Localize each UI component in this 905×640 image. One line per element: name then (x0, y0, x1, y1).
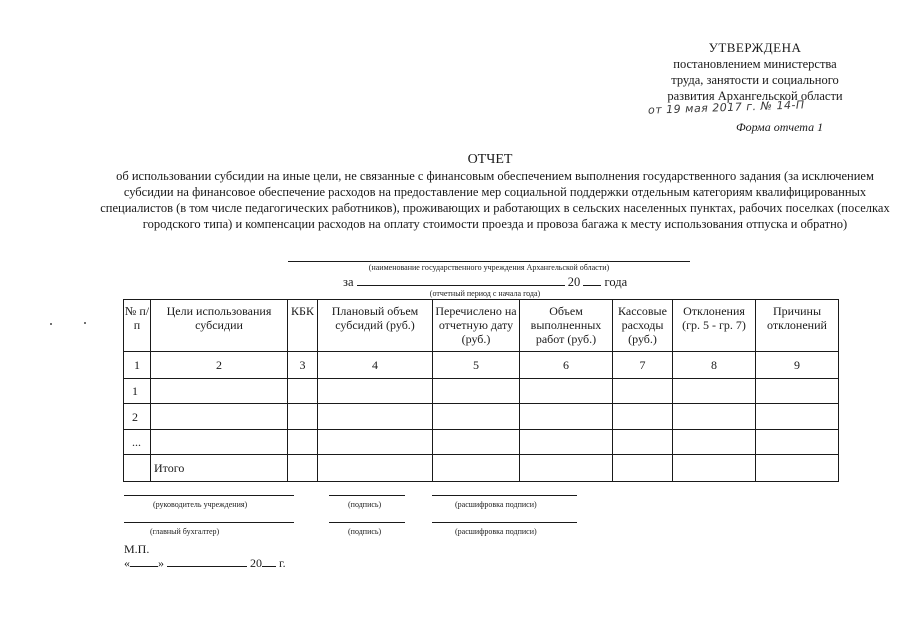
signature-line-accountant (124, 522, 294, 523)
cell (318, 455, 433, 482)
column-number: 3 (288, 352, 318, 379)
period-year: 20 (567, 275, 581, 289)
approval-line: развития Архангельской области (667, 89, 843, 103)
signature-line-accountant-decode (432, 522, 577, 523)
cell (520, 430, 613, 455)
column-number: 6 (520, 352, 613, 379)
cell (318, 430, 433, 455)
period-prefix: за (343, 275, 354, 289)
approval-block (640, 40, 870, 104)
signature-line-director-sign (329, 495, 405, 496)
institution-name-line (288, 261, 690, 262)
column-number: 9 (756, 352, 839, 379)
row-number: 1 (124, 379, 151, 404)
cell (673, 430, 756, 455)
stamp-label: М.П. (124, 542, 150, 556)
column-number: 2 (151, 352, 288, 379)
caption-director-sign: (подпись) (348, 500, 382, 509)
header-cell: Причины отклонений (756, 300, 839, 352)
cell (288, 379, 318, 404)
cell (756, 430, 839, 455)
date-year: 20 (250, 556, 262, 570)
column-number-row (124, 352, 839, 379)
row-label (151, 430, 288, 455)
cell (433, 379, 520, 404)
row-number: 2 (124, 404, 151, 430)
header-cell: Объем выполненных работ (руб.) (520, 300, 613, 352)
caption-director-decode: (расшифровка подписи) (455, 500, 537, 509)
approval-line: постановлением министерства (673, 57, 837, 71)
cell (756, 455, 839, 482)
scan-dot (50, 323, 52, 325)
table-header-row (124, 300, 839, 352)
report-subtitle: об использовании субсидии на иные цели, не связанные с финансовым обеспечением выполнения государственного задания (за исключением субсидии на финансовое обеспечение расходов на предоставление мер социальной поддержки отдельным категориям квалифицированных специалистов (в том числе педагогических работников), проживающих и работающих в сельских населенных пунктах, рабочих поселках (поселках городского типа) и компенсации расходов на оплату стоимости проезда и провоза багажа к месту использования отпуска и обратно) (100, 169, 890, 231)
header-cell: Отклонения (гр. 5 - гр. 7) (673, 300, 756, 352)
handwritten-approval-date: от 19 мая 2017 г. № 14-П (647, 98, 805, 117)
signature-line-director-decode (432, 495, 577, 496)
institution-caption: (наименование государственного учреждения Архангельской области) (368, 263, 610, 272)
period-suffix: года (604, 275, 628, 289)
cell (613, 455, 673, 482)
cell (520, 455, 613, 482)
cell (613, 430, 673, 455)
table-total-row (124, 455, 839, 482)
period-blank (357, 275, 565, 286)
cell (613, 404, 673, 430)
date-suffix: г. (279, 556, 286, 570)
cell (520, 379, 613, 404)
cell (520, 404, 613, 430)
cell (433, 404, 520, 430)
report-period (343, 275, 627, 290)
row-label (151, 379, 288, 404)
period-year-blank (583, 275, 601, 286)
date-line (124, 556, 286, 571)
signature-line-director (124, 495, 294, 496)
row-number: ... (124, 430, 151, 455)
column-number: 4 (318, 352, 433, 379)
cell (318, 379, 433, 404)
date-open-quote: « (124, 556, 130, 570)
table-row (124, 379, 839, 404)
cell (433, 430, 520, 455)
cell (756, 379, 839, 404)
column-number: 7 (613, 352, 673, 379)
report-table (123, 299, 839, 482)
column-number: 1 (124, 352, 151, 379)
header-cell: Перечислено на отчетную дату (руб.) (433, 300, 520, 352)
date-day-blank (130, 556, 158, 567)
date-month-blank (167, 556, 247, 567)
cell (318, 404, 433, 430)
header-cell: КБК (288, 300, 318, 352)
report-title: ОТЧЕТ (467, 152, 513, 167)
cell (673, 404, 756, 430)
scan-dot (84, 322, 86, 324)
column-number: 8 (673, 352, 756, 379)
form-label: Форма отчета 1 (736, 120, 824, 134)
caption-accountant: (главный бухгалтер) (150, 527, 220, 536)
header-cell: Плановый объем субсидий (руб.) (318, 300, 433, 352)
approval-title: УТВЕРЖДЕНА (708, 40, 802, 55)
cell (433, 455, 520, 482)
date-close-quote: » (158, 556, 164, 570)
header-cell: Цели использования субсидии (151, 300, 288, 352)
cell (288, 404, 318, 430)
row-label (151, 404, 288, 430)
cell (756, 404, 839, 430)
caption-director: (руководитель учреждения) (153, 500, 248, 509)
cell (288, 430, 318, 455)
cell (673, 379, 756, 404)
total-label: Итого (151, 455, 288, 482)
period-caption: (отчетный период с начала года) (429, 289, 541, 298)
header-cell: № п/п (124, 300, 151, 352)
column-number: 5 (433, 352, 520, 379)
caption-accountant-sign: (подпись) (348, 527, 382, 536)
table-row (124, 430, 839, 455)
cell (673, 455, 756, 482)
approval-line: труда, занятости и социального (671, 73, 839, 87)
caption-accountant-decode: (расшифровка подписи) (455, 527, 537, 536)
header-cell: Кассовые расходы (руб.) (613, 300, 673, 352)
cell (288, 455, 318, 482)
signature-line-accountant-sign (329, 522, 405, 523)
cell (613, 379, 673, 404)
table-row (124, 404, 839, 430)
row-number (124, 455, 151, 482)
date-year-blank (262, 556, 276, 567)
